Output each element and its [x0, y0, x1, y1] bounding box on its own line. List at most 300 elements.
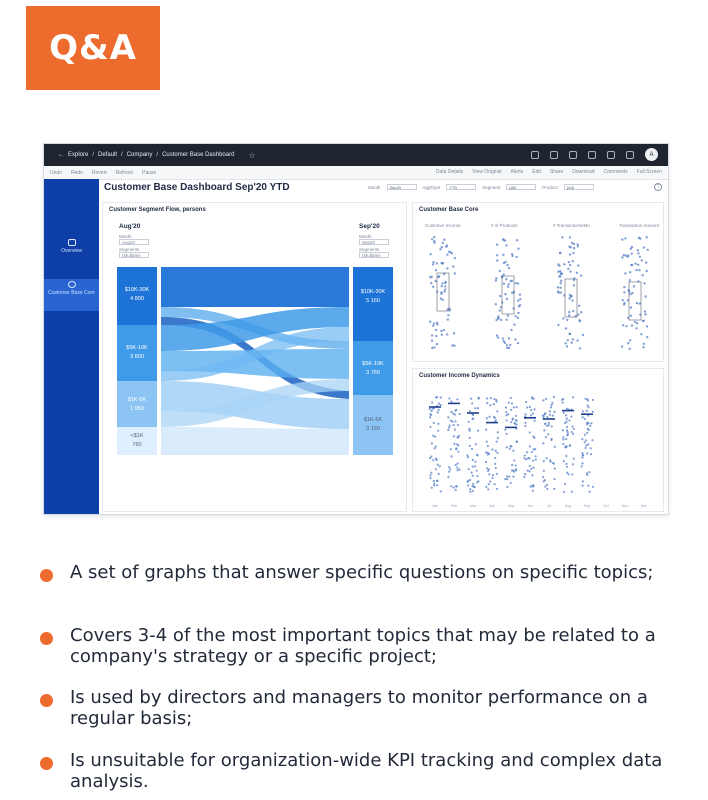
dynamics-point: [572, 396, 574, 398]
core-point: [621, 256, 623, 258]
dynamics-point: [532, 484, 534, 486]
core-point: [623, 303, 625, 305]
dynamics-point: [474, 461, 476, 463]
core-point: [557, 324, 559, 326]
sidebar-item-label: Overview: [61, 248, 82, 254]
dynamics-point: [566, 466, 568, 468]
core-point: [499, 309, 501, 311]
dynamics-point: [476, 470, 478, 472]
dynamics-point: [564, 483, 566, 485]
core-point: [642, 346, 644, 348]
right-node-1k-5k[interactable]: [353, 395, 393, 455]
dynamics-point: [527, 470, 529, 472]
dynamics-point: [549, 461, 551, 463]
dynamics-point: [566, 472, 568, 474]
help-icon[interactable]: ?: [654, 183, 662, 191]
dynamics-point: [467, 480, 469, 482]
dynamics-point: [433, 422, 435, 424]
core-point: [432, 325, 434, 327]
dynamics-point: [468, 428, 470, 430]
core-point: [629, 279, 631, 281]
dynamics-point: [530, 409, 532, 411]
dynamics-point: [568, 473, 570, 475]
download-button[interactable]: Download: [572, 169, 595, 175]
core-col-income: Customer Income: [425, 223, 461, 228]
pause-button[interactable]: Pause: [142, 169, 157, 176]
core-point: [436, 343, 438, 345]
dynamics-point: [566, 408, 568, 410]
core-point: [495, 303, 497, 305]
core-point: [496, 254, 498, 256]
dynamics-point: [450, 485, 452, 487]
new-view-icon[interactable]: [588, 151, 596, 159]
dynamics-point: [562, 398, 564, 400]
core-point: [624, 237, 626, 239]
search-icon[interactable]: [569, 151, 577, 159]
dynamics-point: [524, 422, 526, 424]
dynamics-point: [471, 402, 473, 404]
dynamics-point: [535, 458, 537, 460]
dynamics-point: [449, 424, 451, 426]
core-point: [443, 290, 445, 292]
dynamics-point: [429, 416, 431, 418]
core-point: [644, 313, 646, 315]
core-point: [637, 252, 639, 254]
dynamics-point: [435, 396, 437, 398]
core-point: [563, 263, 565, 265]
core-col-amount: Transaction Amount: [619, 223, 659, 228]
dynamics-point: [506, 486, 508, 488]
core-point: [630, 248, 632, 250]
dynamics-point: [585, 439, 587, 441]
dynamics-point: [584, 434, 586, 436]
core-point: [509, 280, 511, 282]
core-point: [640, 333, 642, 335]
core-point: [446, 267, 448, 269]
core-point: [510, 329, 512, 331]
dynamics-point: [486, 441, 488, 443]
core-point: [558, 291, 560, 293]
left-node-under-1k[interactable]: [117, 427, 157, 455]
dynamics-point: [440, 404, 442, 406]
dynamics-point: [573, 428, 575, 430]
core-point: [441, 262, 443, 264]
bullet-dot-icon: [40, 757, 53, 770]
core-point: [508, 267, 510, 269]
dynamics-point: [436, 484, 438, 486]
dynamics-point: [552, 462, 554, 464]
view-original-button[interactable]: View Original: [472, 169, 502, 175]
core-point: [627, 254, 629, 256]
dynamics-point: [545, 457, 547, 459]
dynamics-point: [504, 478, 506, 480]
dynamics-point: [591, 439, 593, 441]
dynamics-point: [430, 472, 432, 474]
core-point: [435, 269, 437, 271]
dynamics-point: [532, 490, 534, 492]
month-tick-label: Jan: [432, 504, 438, 508]
dynamics-point: [447, 429, 449, 431]
dynamics-point: [471, 448, 473, 450]
dynamics-point: [587, 485, 589, 487]
dynamics-point: [438, 473, 440, 475]
core-point: [621, 238, 623, 240]
dynamics-point: [497, 431, 499, 433]
dynamics-point: [543, 460, 545, 462]
dynamics-point: [542, 442, 544, 444]
dynamics-point: [467, 484, 469, 486]
core-point: [517, 312, 519, 314]
core-point: [558, 265, 560, 267]
dynamics-point: [437, 411, 439, 413]
dynamics-point: [440, 490, 442, 492]
core-point: [506, 347, 508, 349]
dynamics-point: [571, 473, 573, 475]
core-point: [577, 264, 579, 266]
core-point: [623, 254, 625, 256]
dynamics-point: [563, 460, 565, 462]
alerts-button[interactable]: Alerts: [510, 169, 524, 175]
dynamics-point: [469, 488, 471, 490]
core-point: [568, 314, 570, 316]
dynamics-point: [449, 468, 451, 470]
core-point: [573, 277, 575, 279]
dynamics-point: [485, 486, 487, 488]
core-point: [631, 252, 633, 254]
dynamics-point: [523, 476, 525, 478]
dynamics-point: [516, 441, 518, 443]
dynamics-point: [472, 466, 474, 468]
dynamics-point: [477, 429, 479, 431]
dynamics-point: [546, 488, 548, 490]
settings-icon[interactable]: [550, 151, 558, 159]
dynamics-point: [581, 462, 583, 464]
sidebar-item-customer-base-core[interactable]: [44, 279, 99, 311]
dynamics-point: [572, 463, 574, 465]
dynamics-point: [562, 443, 564, 445]
core-box[interactable]: [629, 282, 641, 320]
dynamics-point: [533, 408, 535, 410]
core-point: [643, 282, 645, 284]
core-point: [505, 244, 507, 246]
dynamics-point: [530, 468, 532, 470]
core-point: [515, 282, 517, 284]
core-point: [643, 319, 645, 321]
dynamics-point: [586, 432, 588, 434]
dynamics-point: [489, 480, 491, 482]
dynamics-point: [496, 441, 498, 443]
core-point: [625, 325, 627, 327]
core-box[interactable]: [437, 273, 449, 311]
dynamics-point: [457, 436, 459, 438]
bullet-dot-icon: [40, 632, 53, 645]
right-node-10k-30k[interactable]: [353, 267, 393, 341]
dynamics-point: [437, 409, 439, 411]
core-point: [644, 310, 646, 312]
core-point: [639, 302, 641, 304]
core-point: [557, 270, 559, 272]
dynamics-point: [431, 410, 433, 412]
dynamics-point: [588, 429, 590, 431]
dynamics-point: [431, 401, 433, 403]
core-point: [432, 263, 434, 265]
core-point: [497, 315, 499, 317]
core-point: [437, 276, 439, 278]
core-point: [516, 239, 518, 241]
core-point: [517, 282, 519, 284]
dynamics-point: [493, 403, 495, 405]
dynamics-point: [571, 431, 573, 433]
data-details-button[interactable]: Data Details: [435, 169, 464, 175]
dynamics-point: [476, 481, 478, 483]
dynamics-chart: [413, 369, 665, 513]
sidebar-item-overview[interactable]: [44, 239, 99, 263]
dynamics-point: [512, 450, 514, 452]
breadcrumb-back-icon[interactable]: ←: [58, 152, 64, 158]
dynamics-point: [447, 416, 449, 418]
dynamics-point: [585, 398, 587, 400]
dynamics-point: [562, 438, 564, 440]
dynamics-point: [550, 404, 552, 406]
core-point: [453, 344, 455, 346]
core-point: [643, 343, 645, 345]
core-point: [577, 313, 579, 315]
dynamics-point: [550, 438, 552, 440]
core-point: [569, 333, 571, 335]
dynamics-point: [469, 445, 471, 447]
core-point: [631, 292, 633, 294]
dynamics-point: [487, 488, 489, 490]
dynamics-point: [496, 488, 498, 490]
dynamics-point: [570, 415, 572, 417]
help-icon[interactable]: [607, 151, 615, 159]
dynamics-point: [549, 414, 551, 416]
refresh-button[interactable]: Refresh: [115, 169, 134, 176]
left-node-10k-30k-range: $10K-30K: [124, 287, 150, 293]
dynamics-point: [506, 419, 508, 421]
filter-aggtype-select[interactable]: YTD: [446, 184, 476, 190]
dynamics-point: [516, 420, 518, 422]
dynamics-point: [448, 466, 450, 468]
filter-product-select[interactable]: (All): [564, 184, 594, 190]
dynamics-point: [535, 455, 537, 457]
breadcrumb-company[interactable]: Company: [126, 152, 153, 158]
dynamics-point: [581, 465, 583, 467]
dynamics-point: [453, 443, 455, 445]
core-boxplots: [413, 203, 665, 363]
undo-button[interactable]: Undo: [50, 169, 62, 176]
dynamics-point: [513, 406, 515, 408]
core-point: [557, 286, 559, 288]
top-bar: [44, 144, 668, 166]
core-point: [641, 259, 643, 261]
dynamics-point: [505, 414, 507, 416]
segment-flow-panel: [102, 202, 407, 512]
dynamics-point: [469, 479, 471, 481]
dynamics-point: [448, 397, 450, 399]
redo-button[interactable]: Redo: [70, 169, 83, 176]
left-node-under-1k-value: 760: [132, 442, 142, 448]
dynamics-point: [439, 465, 441, 467]
dynamics-point: [448, 426, 450, 428]
favorite-star-icon[interactable]: ☆: [248, 150, 256, 160]
dashboard-screenshot: [44, 144, 668, 514]
bullet-text: A set of graphs that answer specific questions on specific topics;: [70, 562, 654, 583]
month-tick-label: Dec: [640, 504, 648, 508]
core-point: [429, 321, 431, 323]
dynamics-point: [581, 457, 583, 459]
dynamics-point: [515, 469, 517, 471]
core-title: Customer Base Core: [419, 207, 479, 213]
dynamics-point: [437, 430, 439, 432]
dynamics-point: [487, 470, 489, 472]
dynamics-point: [506, 446, 508, 448]
dynamics-point: [562, 436, 564, 438]
core-point: [630, 315, 632, 317]
dynamics-point: [543, 480, 545, 482]
core-point: [432, 286, 434, 288]
core-point: [441, 333, 443, 335]
core-point: [495, 279, 497, 281]
left-segments-select[interactable]: (Multiple): [119, 252, 149, 258]
dynamics-point: [470, 471, 472, 473]
core-point: [431, 238, 433, 240]
core-point: [433, 240, 435, 242]
full-screen-button[interactable]: Full Screen: [636, 169, 662, 175]
filter-segment-select[interactable]: (All): [506, 184, 536, 190]
edit-button[interactable]: Edit: [532, 169, 541, 175]
dynamics-point: [581, 452, 583, 454]
core-point: [571, 341, 573, 343]
dynamics-point: [497, 437, 499, 439]
dynamics-point: [514, 464, 516, 466]
dynamics-point: [546, 484, 548, 486]
dynamics-point: [471, 418, 473, 420]
left-month-select[interactable]: Aug20: [119, 239, 149, 245]
dynamics-point: [437, 464, 439, 466]
dynamics-point: [476, 454, 478, 456]
left-node-5k-10k[interactable]: [117, 325, 157, 381]
dynamics-point: [584, 447, 586, 449]
dynamics-point: [565, 414, 567, 416]
share-button[interactable]: Share: [549, 169, 564, 175]
device-icon[interactable]: [531, 151, 539, 159]
core-point: [571, 299, 573, 301]
dynamics-point: [504, 429, 506, 431]
dynamics-point: [534, 420, 536, 422]
core-point: [646, 325, 648, 327]
left-node-1k-5k-range: $1K-5K: [127, 397, 147, 403]
dynamics-point: [529, 470, 531, 472]
avatar[interactable]: A: [645, 148, 658, 161]
right-segments-label: Segments: [359, 247, 380, 252]
core-point: [646, 336, 648, 338]
core-point: [446, 333, 448, 335]
dynamics-point: [582, 454, 584, 456]
core-point: [643, 246, 645, 248]
dynamics-point: [458, 435, 460, 437]
dynamics-point: [510, 409, 512, 411]
dynamics-point: [429, 477, 431, 479]
dynamics-point: [532, 412, 534, 414]
dynamics-point: [488, 416, 490, 418]
dynamics-point: [527, 457, 529, 459]
dynamics-point: [491, 477, 493, 479]
dynamics-point: [438, 402, 440, 404]
dynamics-point: [582, 416, 584, 418]
core-point: [639, 237, 641, 239]
revert-button[interactable]: Revert: [91, 169, 107, 176]
dynamics-point: [533, 437, 535, 439]
dynamics-point: [505, 411, 507, 413]
dynamics-point: [432, 459, 434, 461]
comments-button[interactable]: Comments: [603, 169, 628, 175]
right-node-5k-10k[interactable]: [353, 341, 393, 395]
right-segments-select[interactable]: (Multiple): [359, 252, 389, 258]
core-point: [431, 347, 433, 349]
core-point: [637, 264, 639, 266]
dynamics-point: [453, 424, 455, 426]
dynamics-point: [453, 435, 455, 437]
dynamics-point: [508, 476, 510, 478]
core-point: [622, 324, 624, 326]
core-point: [645, 236, 647, 238]
dynamics-point: [511, 402, 513, 404]
dynamics-point: [547, 433, 549, 435]
bell-icon[interactable]: [626, 151, 634, 159]
dynamics-point: [436, 480, 438, 482]
filter-month-select[interactable]: Sep20: [387, 184, 417, 190]
bullet-dot-icon: [40, 569, 53, 582]
dynamics-point: [524, 473, 526, 475]
dynamics-point: [453, 486, 455, 488]
dynamics-point: [562, 429, 564, 431]
left-node-1k-5k[interactable]: [117, 381, 157, 427]
dynamics-point: [513, 459, 515, 461]
core-point: [634, 321, 636, 323]
dynamics-point: [486, 397, 488, 399]
dynamics-point: [434, 447, 436, 449]
dynamics-point: [459, 413, 461, 415]
flow-left-header: Aug'20: [119, 223, 141, 230]
core-col-products: # of Products: [491, 223, 518, 228]
dynamics-point: [568, 419, 570, 421]
dynamics-point: [494, 417, 496, 419]
core-point: [440, 291, 442, 293]
dynamics-point: [588, 491, 590, 493]
core-point: [647, 249, 649, 251]
dynamics-point: [472, 475, 474, 477]
breadcrumb-default[interactable]: Default: [98, 152, 118, 158]
core-box[interactable]: [565, 279, 577, 317]
core-point: [559, 282, 561, 284]
dynamics-point: [526, 406, 528, 408]
core-point: [508, 337, 510, 339]
core-point: [451, 344, 453, 346]
core-point: [514, 338, 516, 340]
dynamics-point: [458, 468, 460, 470]
right-node-1k-5k-value: 3 160: [366, 426, 380, 432]
dynamics-point: [592, 486, 594, 488]
right-node-1k-5k-range: $1K-5K: [363, 417, 383, 423]
core-point: [444, 288, 446, 290]
right-month-select[interactable]: Sep20: [359, 239, 389, 245]
dynamics-point: [588, 471, 590, 473]
sidebar-item-label: Customer Base Core: [48, 290, 95, 296]
core-point: [517, 248, 519, 250]
breadcrumb-explore[interactable]: Explore: [68, 152, 89, 158]
filter-bar: [368, 184, 594, 190]
